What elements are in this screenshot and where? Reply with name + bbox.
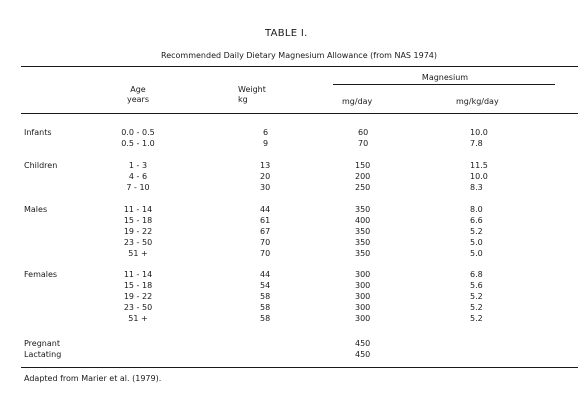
header-rule (21, 113, 578, 114)
table-subtitle: Recommended Daily Dietary Magnesium Allowance (from NAS 1974) (161, 51, 438, 60)
magnesium-rule (333, 84, 555, 85)
cell-weight: 44 (260, 205, 271, 214)
cell-mg-kg-day: 7.8 (470, 139, 483, 148)
cell-mg-day: 70 (358, 139, 369, 148)
cell-weight: 54 (260, 281, 271, 290)
cell-weight: 61 (260, 216, 271, 225)
magnesium-header: Magnesium (421, 73, 469, 82)
weight-header-label: Weight (238, 85, 266, 94)
cell-mg-day: 350 (355, 249, 371, 258)
age-header (113, 85, 163, 105)
cell-age: 51 + (128, 249, 148, 258)
cell-weight: 58 (260, 303, 271, 312)
cell-mg-day: 350 (355, 205, 371, 214)
cell-age: 1 - 3 (128, 161, 148, 170)
cell-mg-day: 450 (355, 350, 371, 359)
cell-mg-day: 60 (358, 128, 369, 137)
cell-age: 0.5 - 1.0 (121, 139, 155, 148)
cell-mg-kg-day: 8.0 (470, 205, 483, 214)
cell-mg-day: 150 (355, 161, 371, 170)
cell-mg-day: 450 (355, 339, 371, 348)
cell-age: 4 - 6 (128, 172, 148, 181)
cell-mg-kg-day: 5.2 (470, 303, 483, 312)
group-label-children: Children (24, 161, 58, 170)
cell-age: 23 - 50 (123, 238, 153, 247)
cell-mg-day: 250 (355, 183, 371, 192)
cell-mg-kg-day: 5.6 (470, 281, 483, 290)
cell-age: 51 + (128, 314, 148, 323)
age-header-unit: years (126, 95, 149, 104)
cell-weight: 70 (260, 238, 271, 247)
cell-weight: 20 (260, 172, 271, 181)
cell-mg-day: 300 (355, 292, 371, 301)
cell-age: 15 - 18 (123, 216, 153, 225)
cell-mg-day: 200 (355, 172, 371, 181)
top-rule (21, 66, 578, 67)
age-header-label: Age (130, 85, 146, 94)
weight-header-unit: kg (238, 95, 248, 104)
cell-mg-day: 300 (355, 303, 371, 312)
cell-weight: 58 (260, 314, 271, 323)
cell-weight: 13 (260, 161, 271, 170)
cell-age: 23 - 50 (123, 303, 153, 312)
cell-mg-day: 350 (355, 238, 371, 247)
cell-mg-kg-day: 5.2 (470, 227, 483, 236)
cell-age: 11 - 14 (123, 205, 153, 214)
cell-mg-kg-day: 5.2 (470, 314, 483, 323)
group-label-infants: Infants (24, 128, 52, 137)
cell-age: 15 - 18 (123, 281, 153, 290)
cell-mg-kg-day: 5.0 (470, 249, 483, 258)
cell-weight: 9 (263, 139, 269, 148)
cell-weight: 6 (263, 128, 269, 137)
cell-mg-kg-day: 6.8 (470, 270, 483, 279)
mg-kg-day-header: mg/kg/day (456, 97, 499, 106)
cell-weight: 58 (260, 292, 271, 301)
cell-age: 11 - 14 (123, 270, 153, 279)
cell-mg-kg-day: 10.0 (470, 128, 488, 137)
table-footnote: Adapted from Marier et al. (1979). (24, 374, 162, 383)
cell-age: 19 - 22 (123, 227, 153, 236)
table-title: TABLE I. (265, 28, 308, 39)
cell-mg-kg-day: 6.6 (470, 216, 483, 225)
group-label-lactating: Lactating (24, 350, 62, 359)
cell-age: 0.0 - 0.5 (121, 128, 155, 137)
cell-age: 7 - 10 (126, 183, 150, 192)
group-label-females: Females (24, 270, 58, 279)
weight-header (238, 85, 266, 105)
cell-mg-day: 300 (355, 281, 371, 290)
group-label-males: Males (24, 205, 48, 214)
bottom-rule (21, 367, 578, 368)
cell-mg-kg-day: 11.5 (470, 161, 488, 170)
cell-weight: 67 (260, 227, 271, 236)
cell-mg-day: 400 (355, 216, 371, 225)
cell-mg-day: 300 (355, 270, 371, 279)
cell-mg-kg-day: 5.0 (470, 238, 483, 247)
group-label-pregnant: Pregnant (24, 339, 60, 348)
cell-weight: 70 (260, 249, 271, 258)
cell-mg-kg-day: 10.0 (470, 172, 488, 181)
cell-weight: 44 (260, 270, 271, 279)
mg-day-header: mg/day (342, 97, 373, 106)
cell-mg-kg-day: 8.3 (470, 183, 483, 192)
cell-age: 19 - 22 (123, 292, 153, 301)
cell-mg-day: 300 (355, 314, 371, 323)
cell-mg-day: 350 (355, 227, 371, 236)
cell-weight: 30 (260, 183, 271, 192)
cell-mg-kg-day: 5.2 (470, 292, 483, 301)
